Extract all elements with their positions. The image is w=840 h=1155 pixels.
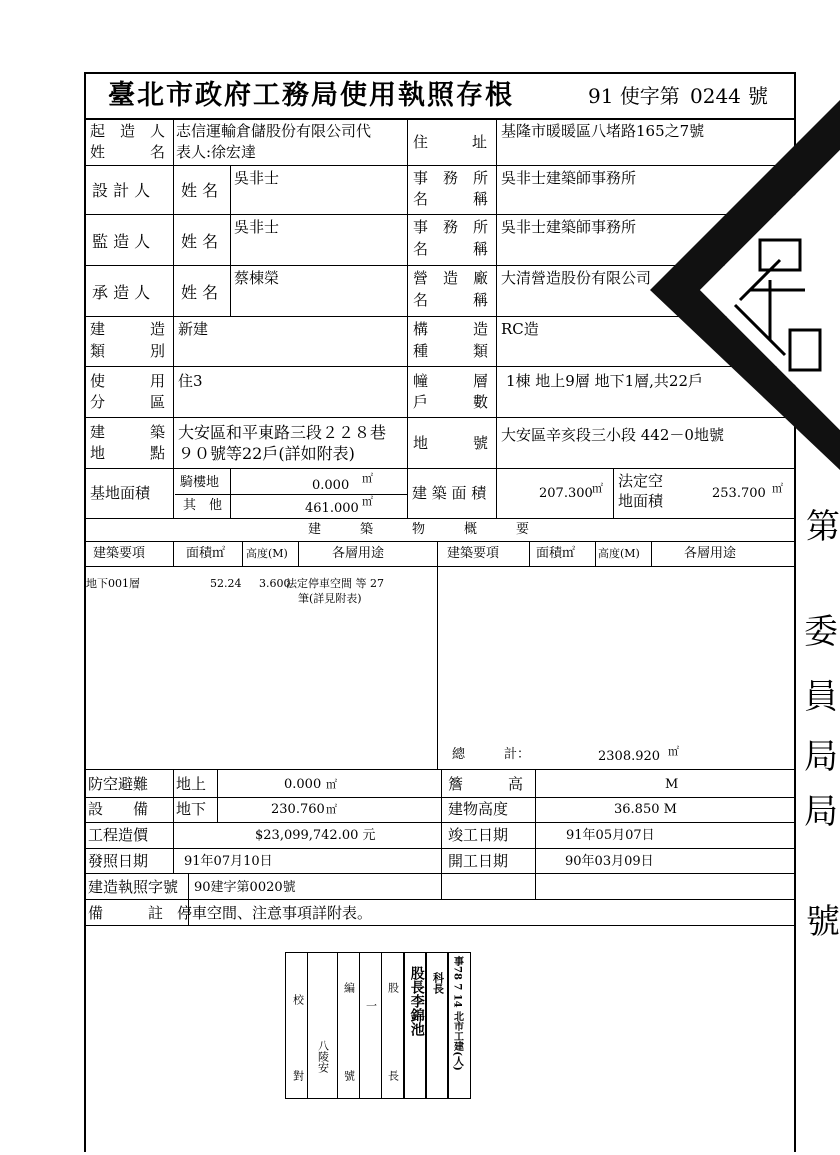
above-label: 地上 <box>176 775 207 793</box>
col-usage-right: 各層用途 <box>684 546 737 561</box>
side-char-4: 局 <box>804 737 838 777</box>
seal-dept-chief: 科長 <box>431 972 445 994</box>
issue-value: 91年07月10日 <box>184 854 273 869</box>
row-usage-1: 法定停車空間 等 27 <box>286 577 384 590</box>
arcade-area-value: 0.000 <box>312 478 350 493</box>
designer-value: 吳非士 <box>234 169 280 187</box>
total-sqm: ㎡ <box>668 745 679 758</box>
building-area-value: 207.300 <box>539 486 593 501</box>
overview-heading: 建 築 物 概 要 <box>308 522 530 537</box>
zone-label-b: 分 區 <box>90 393 166 411</box>
address-label-a: 住 <box>413 133 429 151</box>
other-sqm: ㎡ <box>362 495 373 508</box>
contractor-value: 蔡棟榮 <box>234 269 280 287</box>
side-char-1: 第 <box>806 507 840 547</box>
total-value: 2308.920 <box>598 749 661 764</box>
building-area-label: 建 築 面 積 <box>412 484 487 502</box>
designer-name-label: 姓 名 <box>181 181 219 200</box>
col-area-left: 面積㎡ <box>186 546 226 561</box>
designer-label: 設 計 人 <box>92 181 151 200</box>
shelter-above-value: 0.000 <box>284 777 322 792</box>
floors-value: 1棟 地上9層 地下1層,共22戶 <box>506 372 704 390</box>
floors-label-b: 戶 數 <box>413 393 489 411</box>
col-height-right: 高度(M) <box>598 547 640 560</box>
build-type-value: 新建 <box>178 320 209 338</box>
shelter-label-a: 防空避難 <box>88 775 149 793</box>
remarks-label: 備 註 <box>88 904 164 922</box>
eave-label: 簷 高 <box>448 775 524 793</box>
zone-label-a: 使 用 <box>90 372 166 390</box>
other-label: 其 他 <box>183 498 223 513</box>
seal-signature: 八陵安 <box>316 1040 330 1073</box>
side-char-2: 委 <box>804 612 838 652</box>
seal-number-2: 號 <box>342 1070 356 1081</box>
lot-value: 大安區辛亥段三小段 442－0地號 <box>501 426 724 444</box>
permit-no-label: 建造執照字號 <box>88 878 179 896</box>
permit-number-prefix: 91 使字第 <box>588 84 680 108</box>
designer-office-value: 吳非士建築師事務所 <box>501 169 637 187</box>
zone-value: 住3 <box>178 372 203 390</box>
total-label: 總 計： <box>452 747 531 762</box>
bldg-height-value: 36.850 M <box>614 802 677 817</box>
seal-dash: 一 <box>364 1000 378 1011</box>
col-usage-left: 各層用途 <box>332 546 385 561</box>
open-space-label-b: 地面積 <box>618 492 664 510</box>
supervisor-office-value: 吳非士建築師事務所 <box>501 218 637 236</box>
address-label-b: 址 <box>472 133 488 151</box>
col-item-left: 建築要項 <box>93 546 146 561</box>
contractor-name-label: 姓 名 <box>181 283 219 302</box>
contractor-label: 承 造 人 <box>92 283 151 302</box>
supervisor-value: 吳非士 <box>234 218 280 236</box>
eave-value: M <box>665 777 679 792</box>
supervisor-label: 監 造 人 <box>92 232 151 251</box>
building-area-sqm: ㎡ <box>592 482 603 495</box>
col-height-left: 高度(M) <box>246 547 288 560</box>
page-title: 臺北市政府工務局使用執照存根 <box>108 80 514 111</box>
site-label-b: 地 點 <box>90 444 166 462</box>
seal-section-chief: 股長李錦池 <box>408 966 425 1036</box>
structure-label-a: 構 造 <box>413 320 489 338</box>
seal-proofread-2: 對 <box>291 1070 305 1081</box>
side-char-6: 號 <box>806 902 840 942</box>
shelter-above-sqm: ㎡ <box>326 778 337 791</box>
build-type-label-b: 類 別 <box>90 342 166 360</box>
factory-label-a: 營 造 廠 <box>413 269 489 287</box>
seal-reference: 事78 7 14 北市工建(人) <box>451 956 463 1071</box>
shelter-below-sqm: ㎡ <box>326 803 337 816</box>
designer-office-label-b: 名 稱 <box>413 190 489 208</box>
applicant-label: 起 造 人 <box>90 122 166 140</box>
applicant-rep-value: 表人:徐宏達 <box>176 143 257 161</box>
row-height: 3.600 <box>259 577 291 590</box>
issue-label: 發照日期 <box>88 852 149 870</box>
shelter-below-value: 230.760 <box>271 802 325 817</box>
designer-office-label-a: 事 務 所 <box>413 169 489 187</box>
contractor-firm-value: 大清營造股份有限公司 <box>501 269 652 287</box>
completion-label: 竣工日期 <box>448 826 509 844</box>
row-area: 52.24 <box>210 577 242 590</box>
seal-section-2: 長 <box>386 1070 400 1081</box>
cost-label: 工程造價 <box>88 826 149 844</box>
arcade-label: 騎樓地 <box>180 475 220 490</box>
supervisor-office-label-b: 名 稱 <box>413 240 489 258</box>
row-item: 地下001層 <box>86 577 140 590</box>
site-value-1: 大安區和平東路三段２２８巷 <box>178 423 387 442</box>
seal-number: 編 <box>342 982 356 993</box>
col-area-right: 面積㎡ <box>536 546 576 561</box>
shelter-label-b: 設 備 <box>88 800 149 818</box>
structure-label-b: 種 類 <box>413 342 489 360</box>
bldg-height-label: 建物高度 <box>448 800 509 818</box>
col-item-right: 建築要項 <box>447 546 500 561</box>
structure-value: RC造 <box>501 320 539 338</box>
build-type-label-a: 建 造 <box>90 320 166 338</box>
lot-label: 地 號 <box>413 434 489 452</box>
approval-seal-block <box>285 952 471 1100</box>
permit-number: 0244 <box>690 84 741 108</box>
open-space-label-a: 法定空 <box>618 472 664 490</box>
cost-value: $23,099,742.00 元 <box>255 828 376 843</box>
open-space-value: 253.700 <box>712 486 766 501</box>
applicant-value: 志信運輸倉儲股份有限公司代 <box>176 122 372 140</box>
arcade-sqm: ㎡ <box>362 472 373 485</box>
completion-value: 91年05月07日 <box>566 828 655 843</box>
other-area-value: 461.000 <box>305 501 359 516</box>
factory-label-b: 名 稱 <box>413 291 489 309</box>
floors-label-a: 幢 層 <box>413 372 489 390</box>
seal-section: 股 <box>386 982 400 993</box>
applicant-name-label: 姓 名 <box>90 143 166 161</box>
side-char-3: 員 <box>804 677 838 717</box>
seal-proofread: 校 <box>291 994 305 1005</box>
start-label: 開工日期 <box>448 852 509 870</box>
supervisor-office-label-a: 事 務 所 <box>413 218 489 236</box>
address-value: 基隆市暖暖區八堵路165之7號 <box>501 122 705 140</box>
site-label-a: 建 築 <box>90 423 166 441</box>
supervisor-name-label: 姓 名 <box>181 232 219 251</box>
open-space-sqm: ㎡ <box>772 482 783 495</box>
official-stamp-graphic <box>640 90 840 470</box>
base-area-label: 基地面積 <box>90 484 151 502</box>
permit-no-value: 90建字第0020號 <box>194 880 296 895</box>
remarks-value: 停車空間、注意事項詳附表。 <box>177 904 373 922</box>
row-usage-2: 筆(詳見附表) <box>298 592 362 605</box>
permit-number-suffix: 號 <box>748 84 768 108</box>
below-label: 地下 <box>176 800 207 818</box>
side-char-5: 局 <box>804 792 838 832</box>
start-value: 90年03月09日 <box>565 854 654 869</box>
site-value-2: ９０號等22戶(詳如附表) <box>178 444 355 463</box>
